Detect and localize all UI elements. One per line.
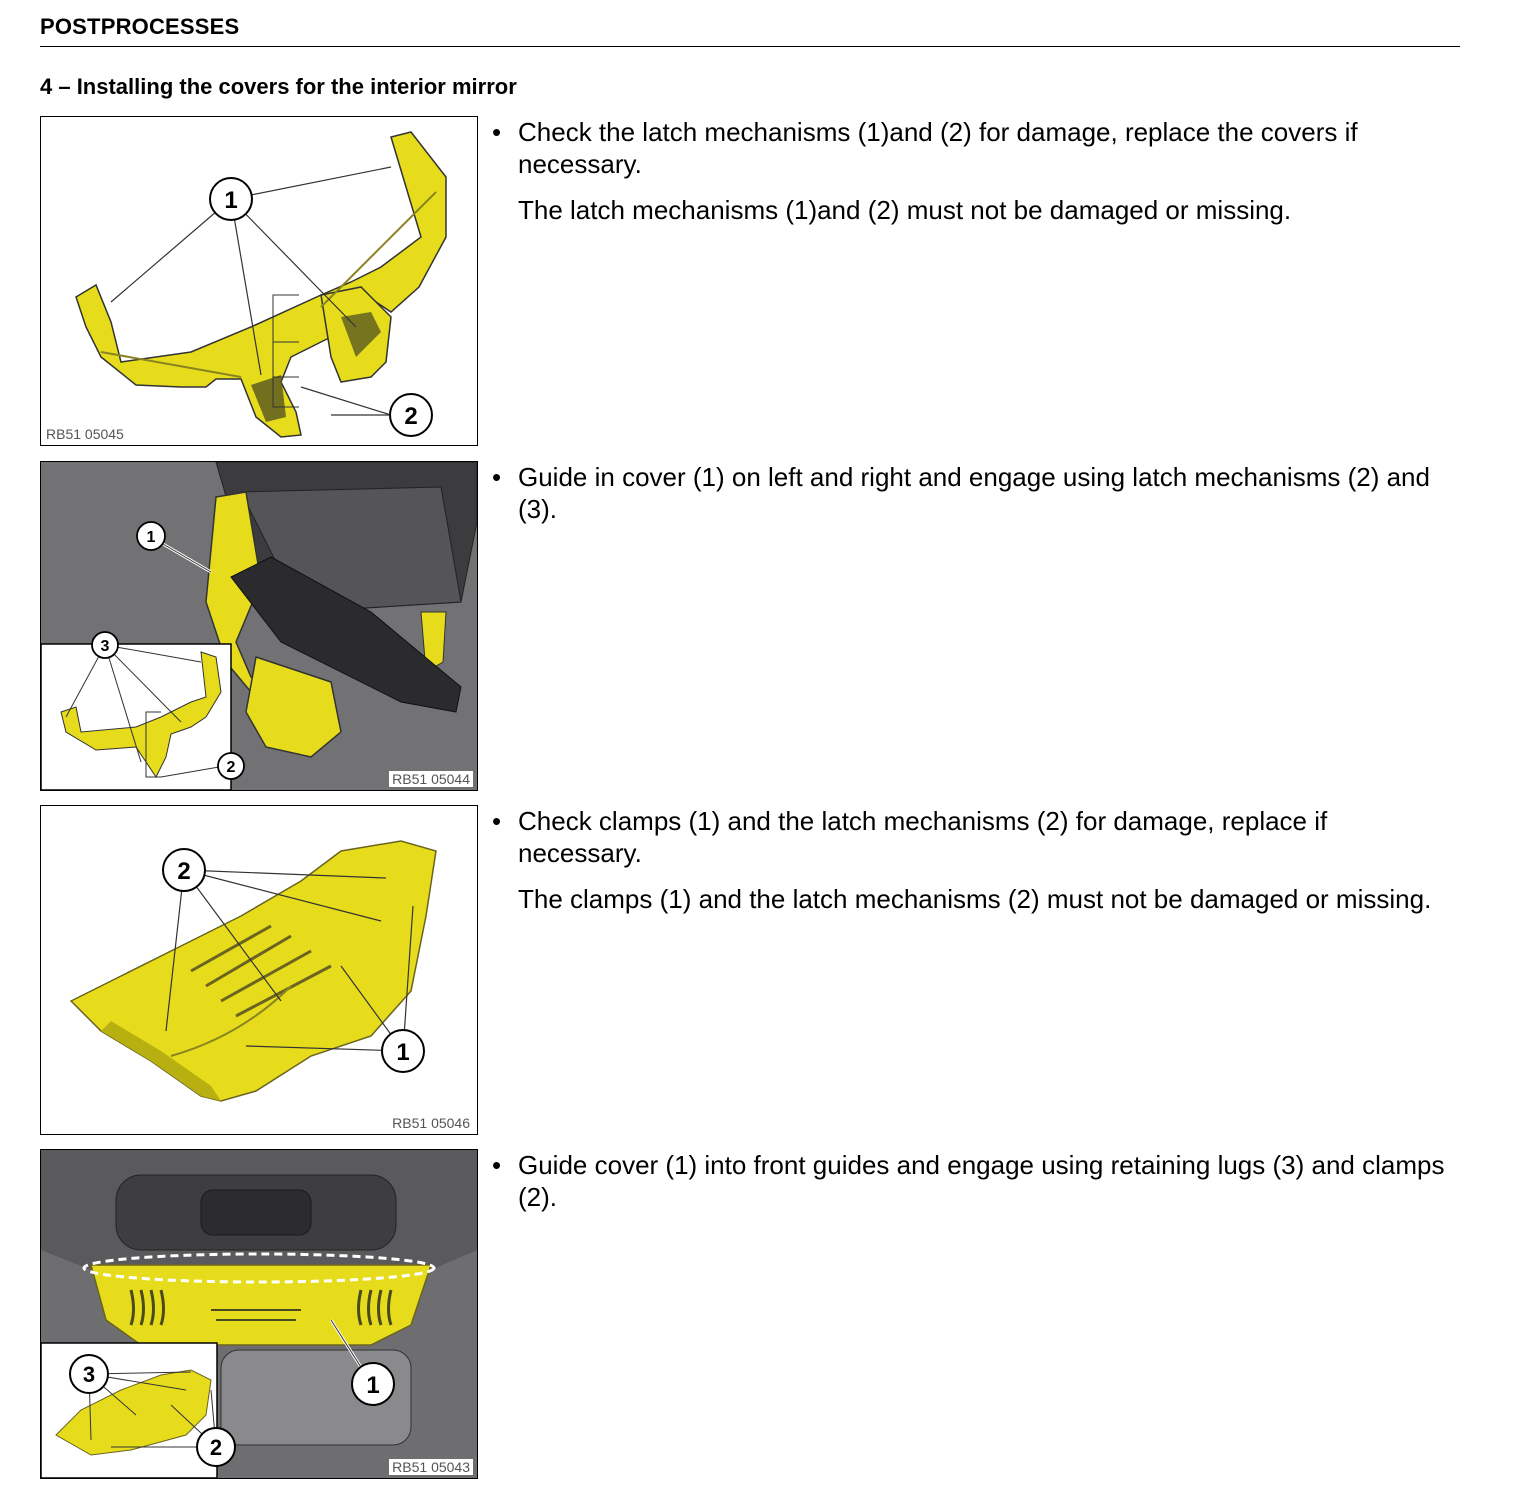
step-3-text [492, 805, 1452, 915]
header-title: POSTPROCESSES [40, 14, 240, 39]
step-4-bullet: • Guide cover (1) into front guides and engage using retaining lugs (3) and clamps (2). [492, 1149, 1452, 1213]
callout-1: 1 [396, 1039, 410, 1066]
step-3-note: The clamps (1) and the latch mechanisms (2) must not be damaged or missing. [518, 884, 1432, 914]
callout-1: 1 [224, 187, 238, 214]
figure-id: RB51 05045 [46, 426, 124, 442]
callout-1: 1 [146, 529, 156, 546]
step-1-note: The latch mechanisms (1)and (2) must not be damaged or missing. [518, 195, 1292, 225]
callout-2: 2 [209, 1435, 223, 1460]
figure-2-guide-cover [40, 461, 478, 791]
callout-1: 1 [366, 1372, 380, 1399]
step-1-text [492, 116, 1452, 226]
callout-3: 3 [100, 638, 110, 655]
figure-1-latch-mechanisms [40, 116, 478, 446]
figure-4-front-guides [40, 1149, 478, 1479]
figure-id: RB51 05044 [389, 771, 473, 787]
section-title: 4 – Installing the covers for the interior mirror [40, 74, 517, 99]
callout-2: 2 [404, 403, 418, 430]
callout-2: 2 [177, 858, 191, 885]
step-3-bullet: • Check clamps (1) and the latch mechanisms (2) for damage, replace if necessary. [492, 805, 1452, 869]
step-4-text [492, 1149, 1452, 1213]
callout-3: 3 [82, 1362, 96, 1387]
step-2-bullet: • Guide in cover (1) on left and right and engage using latch mechanisms (2) and (3). [492, 461, 1452, 525]
figure-3-clamps [40, 805, 478, 1135]
figure-id: RB51 05043 [389, 1459, 473, 1475]
callout-2: 2 [226, 759, 236, 776]
figure-id: RB51 05046 [389, 1115, 473, 1131]
step-1-bullet: • Check the latch mechanisms (1)and (2) for damage, replace the covers if necessary. [492, 116, 1452, 180]
page-header [40, 12, 1460, 47]
step-2-text [492, 461, 1452, 525]
